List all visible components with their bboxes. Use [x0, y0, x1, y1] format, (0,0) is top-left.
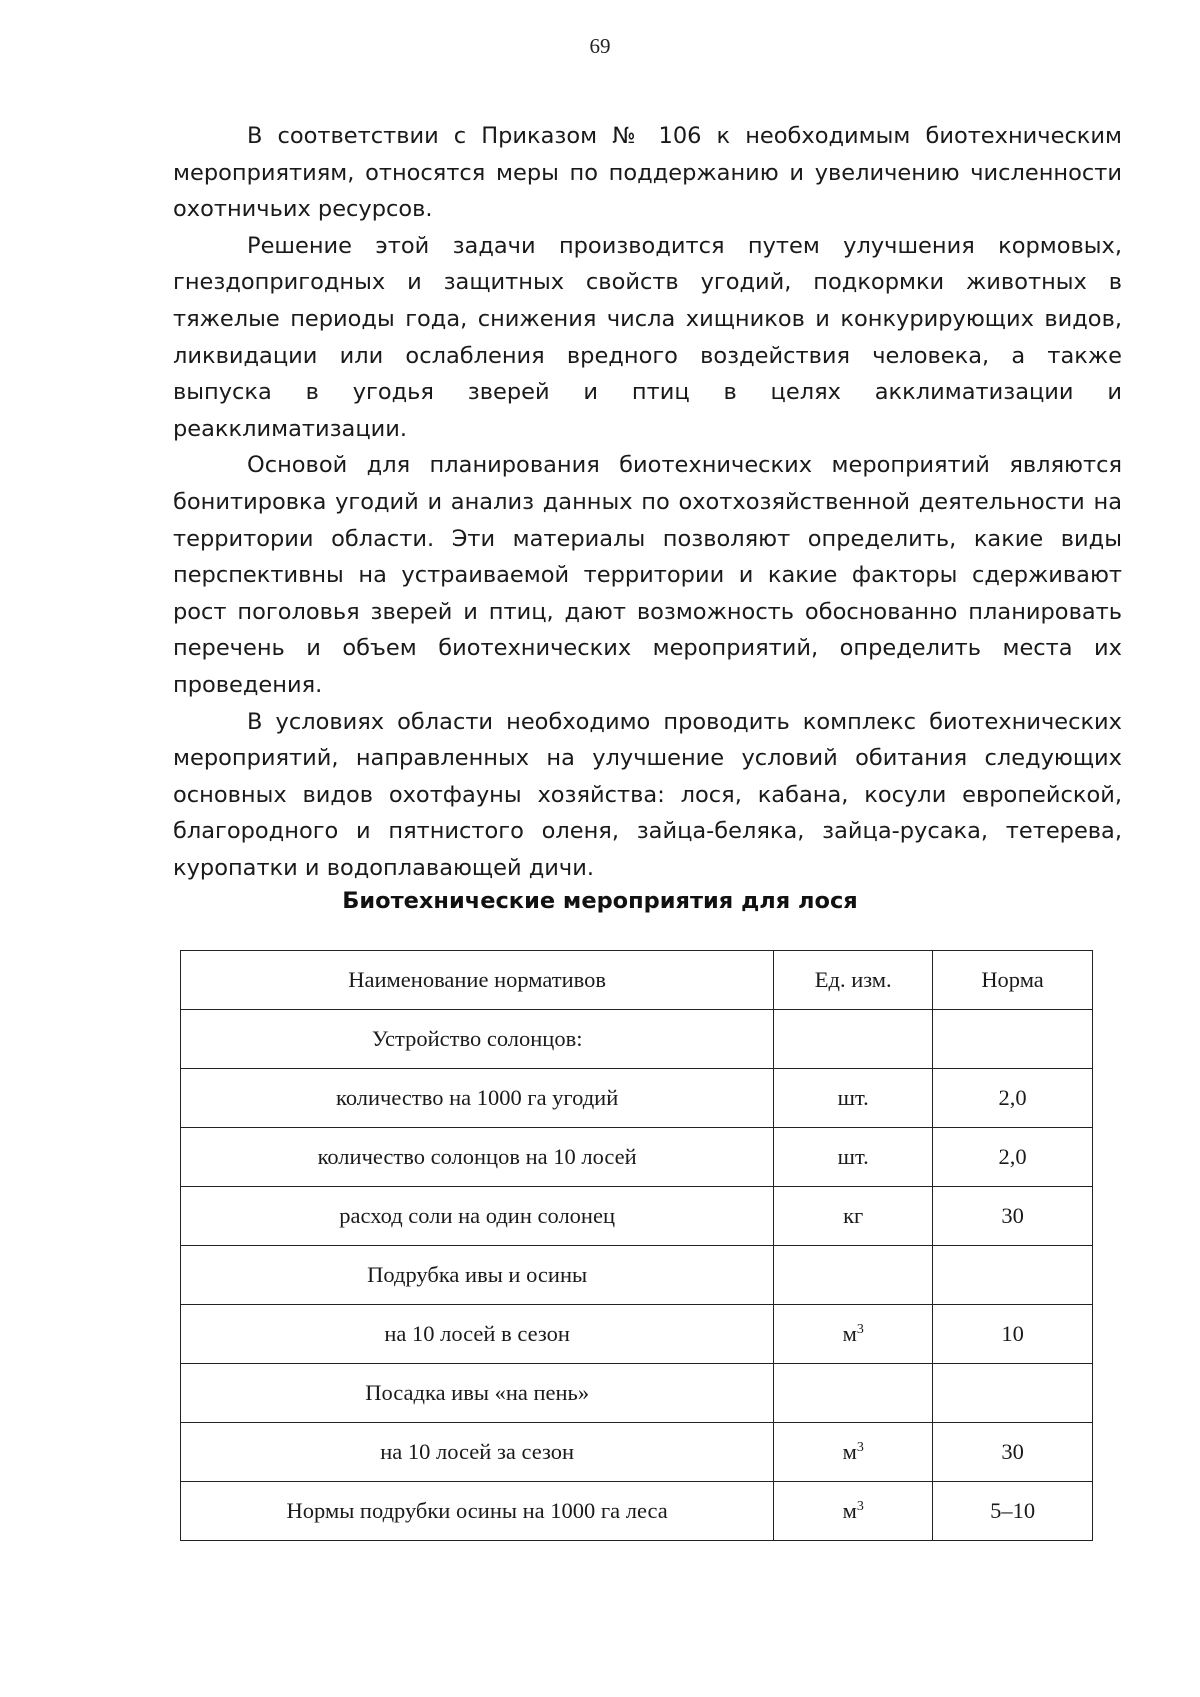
row-norm	[933, 1010, 1093, 1069]
row-norm: 30	[933, 1187, 1093, 1246]
unit-text: м	[842, 1439, 857, 1464]
row-norm	[933, 1246, 1093, 1305]
table-row	[181, 1187, 1093, 1246]
row-norm: 10	[933, 1305, 1093, 1364]
unit-text: шт.	[837, 1144, 869, 1169]
row-unit	[774, 1423, 933, 1482]
row-unit	[774, 1482, 933, 1541]
unit-sup: 3	[856, 1440, 864, 1455]
row-norm: 2,0	[933, 1128, 1093, 1187]
row-unit	[774, 1187, 933, 1246]
table-row	[181, 1305, 1093, 1364]
table-header-row	[181, 951, 1093, 1010]
row-norm: 2,0	[933, 1069, 1093, 1128]
paragraph: В соответствии с Приказом № 106 к необходимым биотехническим мероприятиям, относятся меры по поддержанию и увеличению численности охотничьих ресурсов.	[173, 123, 1122, 223]
table-row	[181, 1128, 1093, 1187]
row-unit	[774, 1010, 933, 1069]
row-name: Подрубка ивы и осины	[181, 1246, 774, 1305]
norms-table	[180, 950, 1093, 1541]
header-unit: Ед. изм.	[774, 951, 933, 1010]
row-unit	[774, 1069, 933, 1128]
table-row	[181, 1364, 1093, 1423]
row-name: на 10 лосей за сезон	[181, 1423, 774, 1482]
header-norm: Норма	[933, 951, 1093, 1010]
row-name: на 10 лосей в сезон	[181, 1305, 774, 1364]
paragraph: Решение этой задачи производится путем улучшения кормовых, гнездопригодных и защитных свойств угодий, подкормки животных в тяжелые периоды года, снижения числа хищников и конкурирующих видов, ликвидации или ослабления вредного воздействия человека, а также выпуска в угодья зверей и птиц в целях акклиматизации и реакклиматизации.	[173, 232, 1122, 442]
body-text	[173, 118, 1122, 886]
unit-sup: 3	[856, 1499, 864, 1514]
unit-sup: 3	[856, 1322, 864, 1337]
row-norm: 30	[933, 1423, 1093, 1482]
page-number: 69	[589, 34, 611, 58]
row-name: Устройство солонцов:	[181, 1010, 774, 1069]
paragraph: Основой для планирования биотехнических мероприятий являются бонитировка угодий и анализ данных по охотхозяйственной деятельности на территории области. Эти материалы позволяют определить, какие виды перспективны на устраиваемой территории и какие факторы сдерживают рост поголовья зверей и птиц, дают возможность обоснованно планировать перечень и объем биотехнических мероприятий, определить места их проведения.	[173, 452, 1122, 698]
header-name: Наименование нормативов	[181, 951, 774, 1010]
row-unit	[774, 1364, 933, 1423]
row-name: Нормы подрубки осины на 1000 га леса	[181, 1482, 774, 1541]
row-unit	[774, 1305, 933, 1364]
row-name: Посадка ивы «на пень»	[181, 1364, 774, 1423]
row-name: количество солонцов на 10 лосей	[181, 1128, 774, 1187]
row-name: количество на 1000 га угодий	[181, 1069, 774, 1128]
row-unit	[774, 1246, 933, 1305]
table-row	[181, 1482, 1093, 1541]
unit-text: м	[842, 1498, 857, 1523]
paragraph: В условиях области необходимо проводить комплекс биотехнических мероприятий, направленных на улучшение условий обитания следующих основных видов охотфауны хозяйства: лося, кабана, косули европейской, благородного и пятнистого оленя, зайца-беляка, зайца-русака, тетерева, куропатки и водоплавающей дичи.	[173, 708, 1122, 881]
row-unit	[774, 1128, 933, 1187]
unit-text: м	[842, 1321, 857, 1346]
table-row	[181, 1423, 1093, 1482]
row-name: расход соли на один солонец	[181, 1187, 774, 1246]
table-row	[181, 1069, 1093, 1128]
row-norm: 5–10	[933, 1482, 1093, 1541]
unit-text: шт.	[837, 1085, 869, 1110]
row-norm	[933, 1364, 1093, 1423]
table-row	[181, 1246, 1093, 1305]
table-row	[181, 1010, 1093, 1069]
unit-text: кг	[843, 1203, 864, 1228]
table-title: Биотехнические мероприятия для лося	[342, 888, 858, 914]
